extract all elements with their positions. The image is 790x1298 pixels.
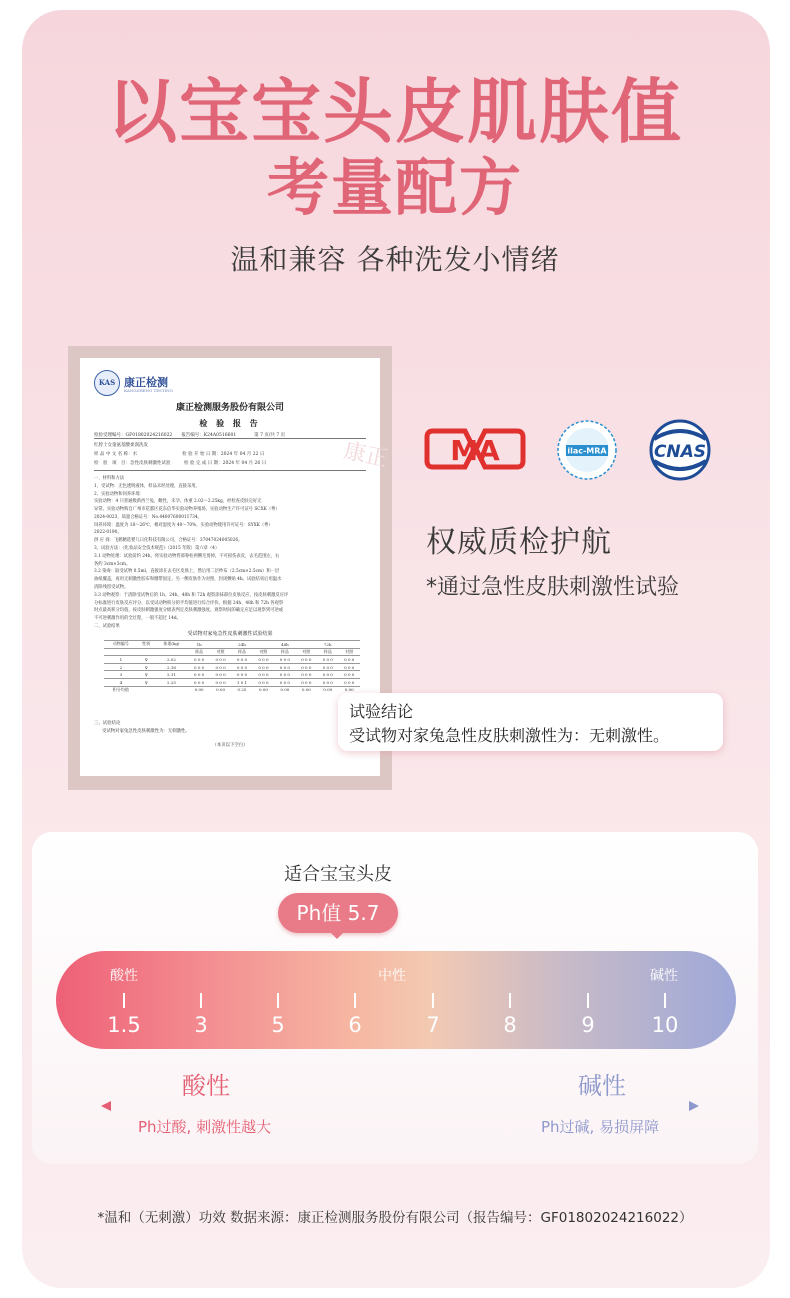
report-body-line: 异常。实验动物购自广州市花都区花东信华实验动物养殖场，实验动物生产许可证号 SCXK（粤）	[94, 507, 280, 513]
table-cell: 0 0 0	[317, 671, 338, 679]
ph-tick-mark	[432, 993, 434, 1008]
table-cell: 2.25	[155, 678, 189, 686]
report-body-line: 3.3 动物观察：于清除受试物后的 1h、24h、48h 和 72h 观察涂抹部位皮肤反应，按皮肤刺激反应评	[94, 592, 289, 598]
conclusion-callout	[338, 693, 723, 751]
report-brand: 康正检测	[124, 376, 168, 389]
report-end-note: （本页以下空白）	[212, 743, 248, 748]
table-cell: 1 0 1	[231, 678, 252, 686]
table-cell: ♀	[138, 671, 155, 679]
table-cell: 0 0 0	[231, 663, 252, 671]
report-conclusion-head: 三、试验结论	[94, 721, 121, 726]
table-cell: 样品	[274, 648, 295, 656]
table-cell: 4	[104, 678, 138, 686]
kas-logo-icon: KAS	[94, 370, 120, 396]
report-company: 康正检测服务股份有限公司	[175, 403, 284, 413]
report-body-line: 清除残留受试物。	[94, 584, 129, 590]
report-body-line: 3.2 染毒：取受试物 0.5ml，直接涂在去毛区皮肤上，然后用二层纱布（2.5cm×2.5cm）和一层	[94, 569, 280, 575]
bar-label-acid: 酸性	[110, 968, 138, 984]
report-divider	[94, 470, 366, 471]
ilac-text: ilac-MRA	[567, 446, 607, 456]
table-cell: 72h	[317, 641, 338, 649]
double-arrow-icon	[100, 1098, 700, 1114]
table-cell: 0 0 0	[210, 663, 231, 671]
table-cell: 2.02	[155, 656, 189, 664]
table-cell: 0 0 0	[210, 671, 231, 679]
cma-logo-icon	[425, 425, 525, 473]
report-body-line: 3.1 动物处理：试验前约 24h，将实验动物背部脊柱两侧毛剪掉，不可损伤表皮，去毛范围左、右	[94, 553, 280, 559]
report-body-line: 各约 3cm×3cm。	[94, 561, 131, 567]
table-cell: 0 0 0	[338, 663, 360, 671]
table-cell: 性别	[138, 641, 155, 649]
ph-tick-label: 9	[581, 1013, 595, 1037]
report-body-line: 2022-0190。	[94, 530, 122, 536]
authority-note: *通过急性皮肤刺激性试验	[426, 575, 680, 600]
report-body-line: 2、实验动物和饲养环境：	[94, 491, 144, 497]
table-row	[104, 656, 360, 664]
table-cell	[296, 641, 317, 649]
table-cell: 对照	[338, 648, 360, 656]
report-brand-sub: KANGZHENG TESTING	[124, 388, 173, 393]
base-title: 碱性	[578, 1072, 626, 1100]
report-divider	[94, 438, 366, 439]
table-cell: 1h	[188, 641, 209, 649]
ph-value-bubble: Ph值 5.7	[278, 893, 398, 933]
report-meta-2: 红脖士女童氨基酸柔润洗发	[94, 443, 148, 448]
report-body-line: 油纸覆盖，再用无刺激性胶布和绷带固定。另一侧皮肤作为对照，封闭敷贴 4h。试验结束后用温水	[94, 577, 282, 583]
ph-tick-mark	[664, 993, 666, 1008]
table-cell: 0 0 0	[317, 663, 338, 671]
table-cell: 0 0 0	[317, 656, 338, 664]
table-cell: 0.25	[231, 686, 252, 693]
test-report-document	[80, 358, 390, 776]
table-cell: 0 0 0	[317, 678, 338, 686]
table-cell: 2.11	[155, 671, 189, 679]
table-cell: 对照	[296, 648, 317, 656]
conclusion-text: 受试物对家兔急性皮肤刺激性为：无刺激性。	[349, 726, 670, 745]
ph-tick-label: 5	[271, 1013, 285, 1037]
table-cell: 0.00	[338, 686, 360, 693]
report-body-line: 供 应 商：飞鹤精选婴儿日化科技有限公司，合格证号：37047024005026。	[94, 538, 243, 544]
table-cell: 0.00	[253, 686, 274, 693]
table-cell: 体重(kg)	[155, 641, 189, 649]
table-cell: 0 0 0	[253, 678, 274, 686]
table-cell	[155, 648, 189, 656]
table-cell: 0 0 0	[338, 678, 360, 686]
table-cell: 0 0 0	[274, 656, 295, 664]
report-results-table	[104, 640, 360, 693]
ph-tick-label: 1.5	[107, 1013, 141, 1037]
report-body-line: 实验动物：4 只普通级新西兰兔，雌性，未孕。体重 2.02～2.25kg，经检查皮肤完好无	[94, 499, 262, 505]
table-cell: 样品	[317, 648, 338, 656]
table-row	[104, 648, 360, 656]
table-cell	[253, 641, 274, 649]
table-cell: 0 0 0	[274, 671, 295, 679]
ph-caption: 适合宝宝头皮	[284, 864, 392, 885]
conclusion-label: 试验结论	[349, 702, 414, 721]
table-cell: 0 0 0	[338, 656, 360, 664]
acid-title: 酸性	[182, 1072, 230, 1100]
table-cell: 0 0 0	[253, 671, 274, 679]
table-cell: 0 0 0	[188, 663, 209, 671]
table-cell: 对照	[210, 648, 231, 656]
table-row	[104, 641, 360, 649]
ph-tick-label: 8	[503, 1013, 517, 1037]
cnas-logo-icon	[640, 419, 720, 481]
ph-tick-mark	[277, 993, 279, 1008]
report-body-line: 1、受试物：无色透明液体，样品未经处理，直接采用。	[94, 483, 200, 489]
ph-tick-label: 7	[426, 1013, 440, 1037]
report-body-line: 2024-0023，质量合格证号：No.44007600011734。	[94, 514, 202, 520]
report-table-title: 受试物对家兔急性皮肤刺激性试验结果	[187, 631, 273, 637]
table-cell: 样品	[188, 648, 209, 656]
table-cell: 0 0 0	[253, 663, 274, 671]
table-cell	[104, 648, 138, 656]
acid-description: Ph过酸, 刺激性越大	[138, 1118, 272, 1136]
table-cell	[138, 686, 155, 693]
table-cell: 1	[104, 656, 138, 664]
table-cell: 0.00	[274, 686, 295, 693]
ph-tick-mark	[123, 993, 125, 1008]
report-meta-3: 样 品 中 文 名 称：水 检 验 开 始 日 期：2024 年 04 月 22 日	[94, 452, 265, 457]
table-cell: 0 0 0	[338, 671, 360, 679]
table-cell: 对照	[253, 648, 274, 656]
table-row	[104, 686, 360, 693]
report-body	[94, 476, 366, 632]
cma-text: MA	[450, 434, 500, 467]
table-row	[104, 671, 360, 679]
report-body-line: 时点最高积分均值，按皮肤刺激强度分级表判定皮肤刺激强度。观察时间的确定应足以观察到可逆或	[94, 608, 284, 614]
base-description: Ph过碱, 易损屏障	[541, 1118, 660, 1136]
bar-label-neutral: 中性	[378, 968, 406, 984]
table-cell: 0.00	[210, 686, 231, 693]
table-cell	[338, 641, 360, 649]
table-cell: 0 0 0	[274, 678, 295, 686]
table-row	[104, 678, 360, 686]
table-cell: 0 0 0	[296, 656, 317, 664]
table-cell: 2.16	[155, 663, 189, 671]
data-source-footnote: *温和（无刺激）功效 数据来源：康正检测服务股份有限公司（报告编号：GF01802024216022）	[97, 1210, 693, 1226]
report-body-line: 二、试验结果	[94, 623, 120, 629]
ph-tick-mark	[200, 993, 202, 1008]
cnas-text: CNAS	[653, 442, 707, 462]
table-cell: 积分均值	[104, 686, 138, 693]
ilac-mra-logo-icon	[556, 419, 618, 481]
report-meta-1: 检验受理编号：GF01802024216022 报告编号：K24A0516601 第 7 页/共 7 页	[94, 433, 286, 438]
table-cell: 0 0 0	[210, 656, 231, 664]
ph-bubble-pointer	[328, 930, 346, 939]
table-cell: 0 0 0	[296, 671, 317, 679]
ph-tick-label: 10	[651, 1013, 679, 1037]
table-row	[104, 663, 360, 671]
table-cell: ♀	[138, 663, 155, 671]
table-cell: 0 0 0	[296, 678, 317, 686]
report-body-line: 饲养环境：温度为 18～26℃，相对湿度为 40～70%，实验动物使用许可证号：SYXK（粤）	[94, 522, 273, 528]
table-cell: 0 0 0	[274, 663, 295, 671]
table-cell: 0 0 0	[231, 671, 252, 679]
report-title: 检 验 报 告	[199, 418, 261, 428]
table-cell: 0 0 0	[188, 678, 209, 686]
table-cell: 0 0 0	[231, 656, 252, 664]
table-cell: 0.00	[317, 686, 338, 693]
headline-line2: 考量配方	[266, 151, 523, 224]
report-body-line: 分标准进行皮肤反应评分，以受试动物积分的平均值进行综合评价。根据 24h、48h 和 72h 各观察	[94, 600, 284, 606]
table-cell: ♀	[138, 678, 155, 686]
table-cell: 24h	[231, 641, 252, 649]
table-cell: 0 0 0	[253, 656, 274, 664]
subtitle: 温和兼容 各种洗发小情绪	[230, 243, 560, 276]
ph-tick-label: 6	[348, 1013, 362, 1037]
table-cell	[210, 641, 231, 649]
report-meta-4: 检 验 项 目：急性皮肤刺激性试验 检 验 完 成 日 期：2024 年 04 月 26 日	[94, 461, 267, 466]
ph-tick-mark	[509, 993, 511, 1008]
report-watermark: 康正	[341, 438, 390, 473]
ph-tick-mark	[587, 993, 589, 1008]
report-body-line: 不可逆刺激作用的全过程，一般不超过 14d。	[94, 616, 181, 622]
bar-label-base: 碱性	[650, 968, 678, 984]
table-cell: 0 0 0	[296, 663, 317, 671]
headline-line1: 以宝宝头皮肌肤值	[107, 71, 683, 153]
table-cell: 0 0 0	[210, 678, 231, 686]
table-cell: 48h	[274, 641, 295, 649]
table-cell: 0 0 0	[188, 656, 209, 664]
ph-tick-mark	[354, 993, 356, 1008]
table-cell: 动物编号	[104, 641, 138, 649]
table-cell: ♀	[138, 656, 155, 664]
table-cell: 0 0 0	[188, 671, 209, 679]
report-body-line: 3、试验方法：《化妆品安全技术规范》（2015 年版）第六章（4）	[94, 546, 220, 552]
table-cell: 0.00	[296, 686, 317, 693]
report-body-line: 一、材料和方法	[94, 476, 125, 481]
authority-title: 权威质检护航	[426, 525, 612, 560]
table-cell: 3	[104, 671, 138, 679]
table-cell: 0.00	[188, 686, 209, 693]
table-cell: 样品	[231, 648, 252, 656]
ph-tick-label: 3	[194, 1013, 208, 1037]
table-cell	[155, 686, 189, 693]
table-cell: 2	[104, 663, 138, 671]
table-cell	[138, 648, 155, 656]
report-conclusion-body: 受试物对家兔急性皮肤刺激性为：无刺激性。	[102, 729, 190, 734]
